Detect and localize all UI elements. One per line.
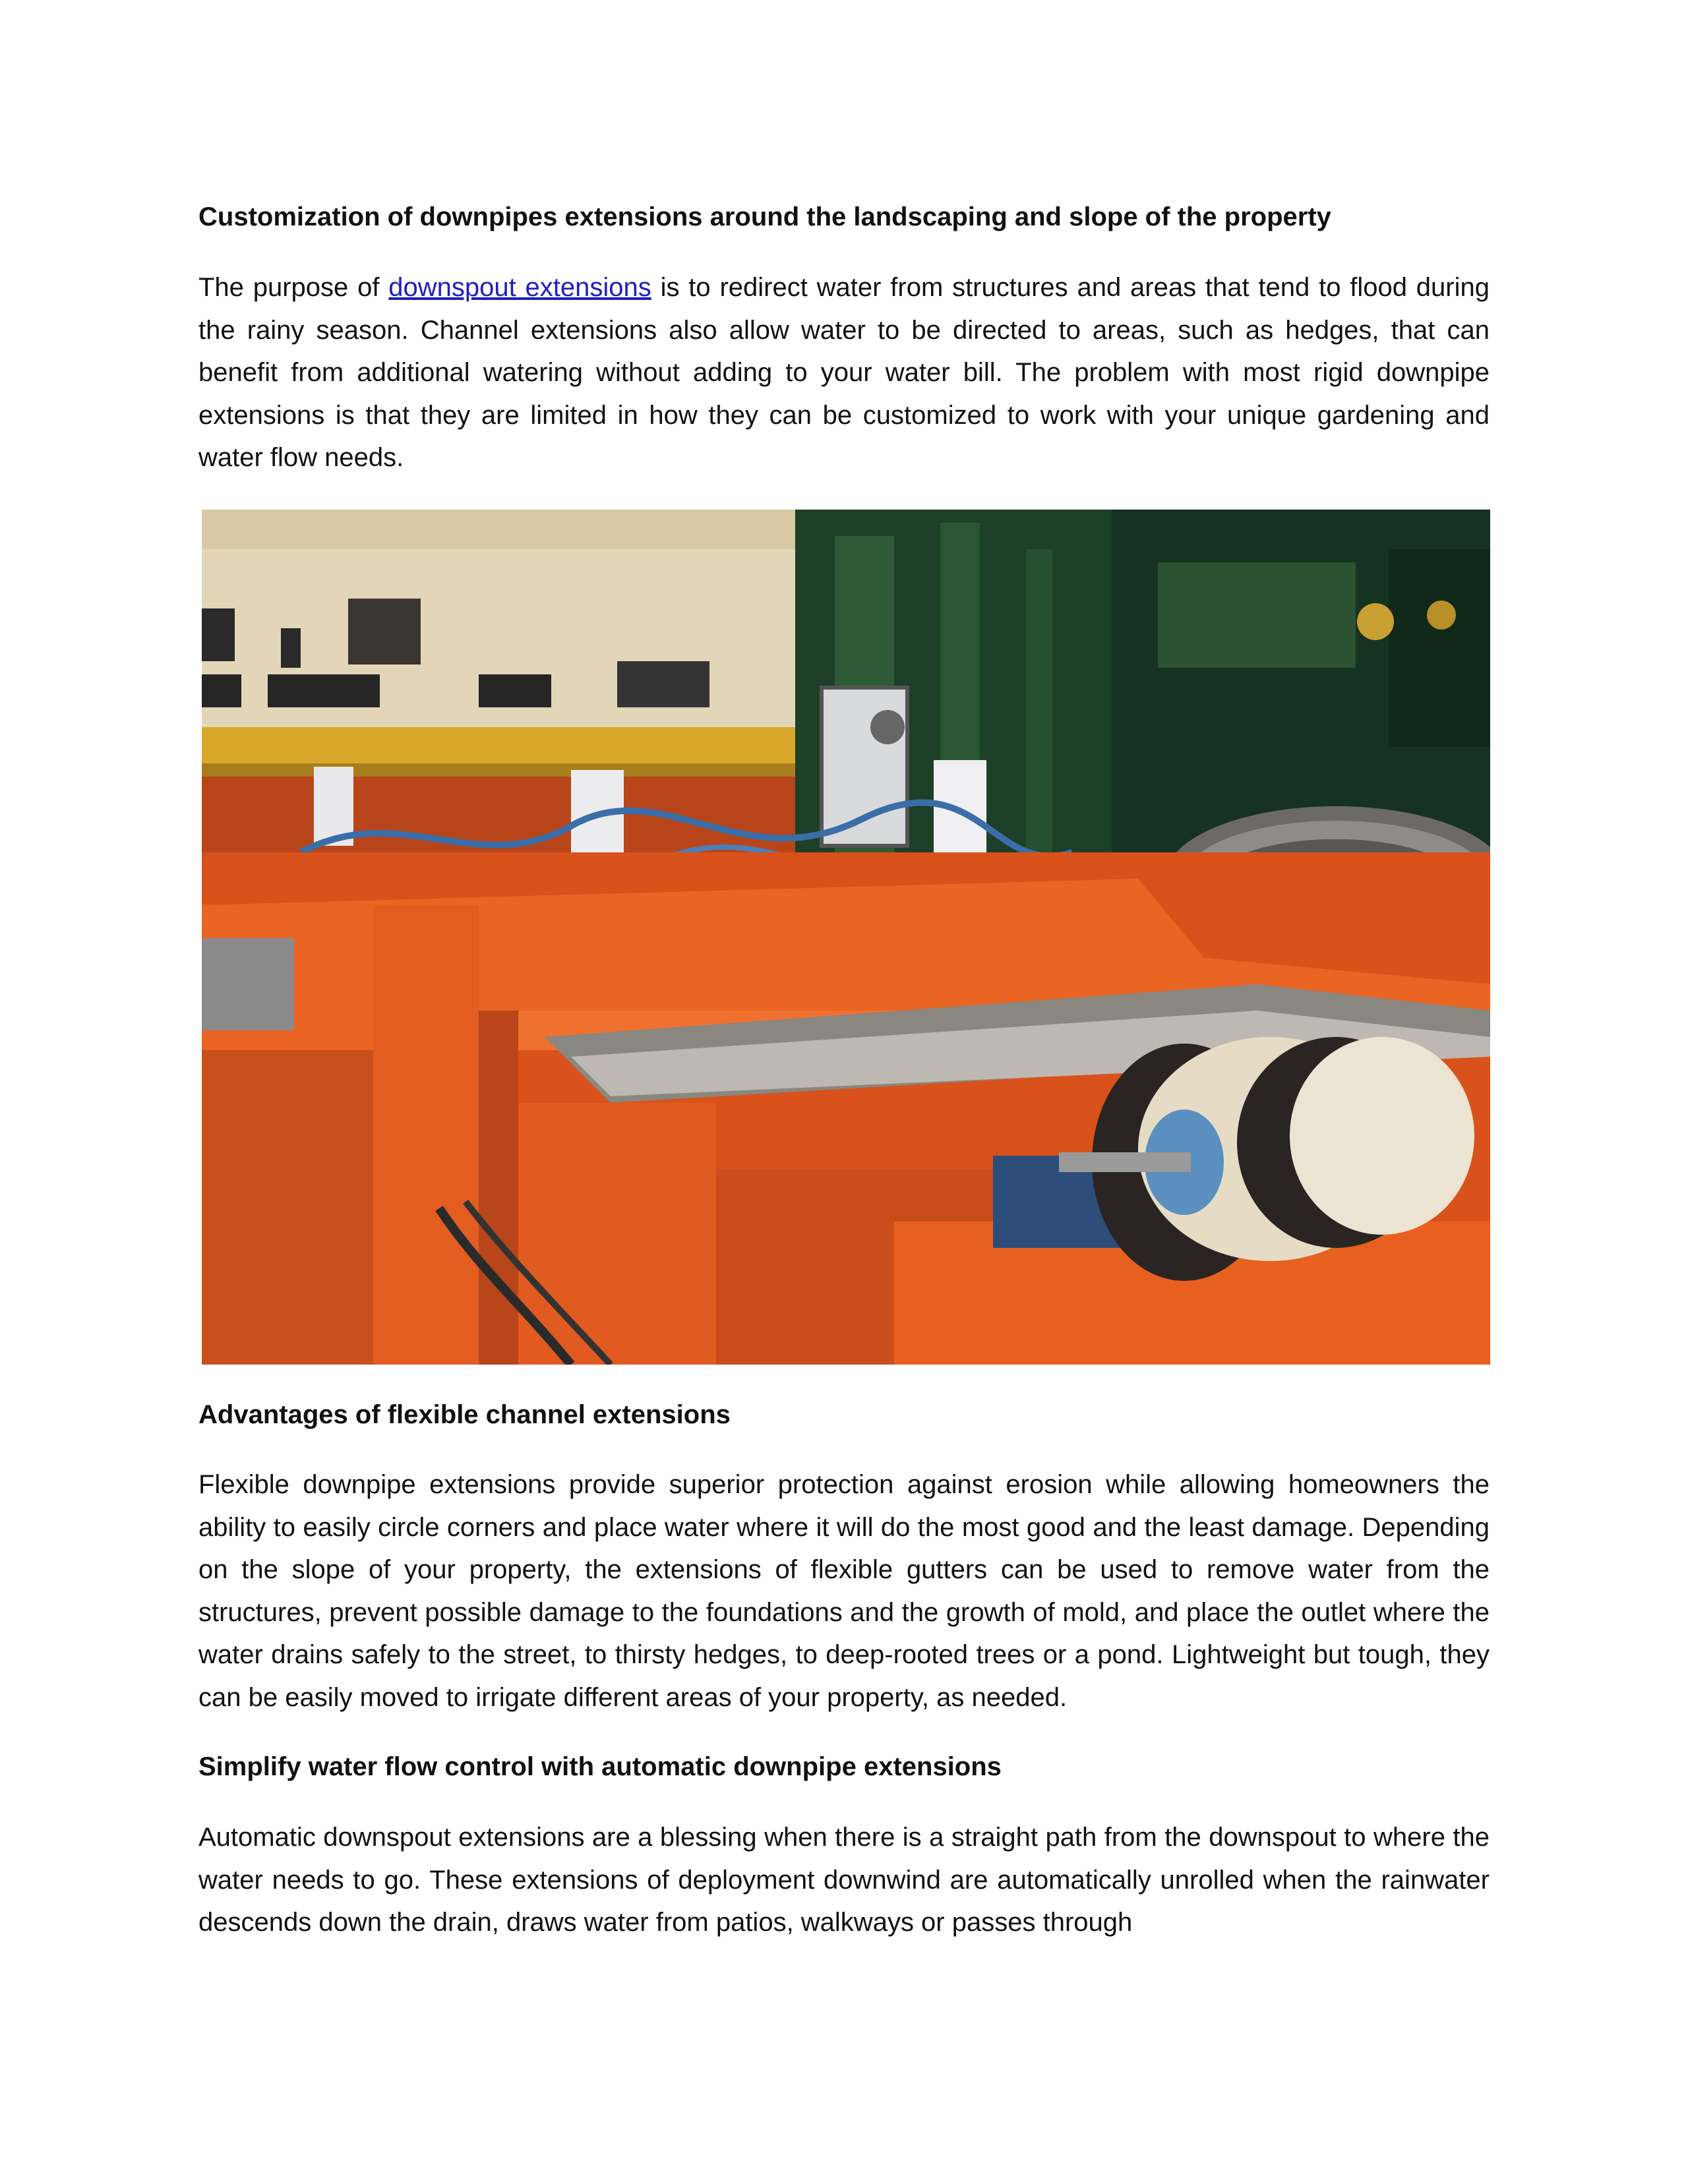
section-heading-automatic: Simplify water flow control with automatic downpipe extensions xyxy=(198,1752,1002,1781)
machine-photo xyxy=(202,510,1490,1365)
section-heading-customization: Customization of downpipes extensions around the landscaping and slope of the property xyxy=(198,202,1331,231)
paragraph-purpose-start: The purpose of xyxy=(198,273,389,302)
paragraph-flexible: Flexible downpipe extensions provide superior protection against erosion while allowing homeowners the ability to easily circle corners and place water where it will do the most good and the least damage. Depending on the slope of your property, the extensions of flexible gutters can be used to remove water from the structures, prevent possible damage to the foundations and the growth of mold, and place the outlet where the water drains safely to the street, to thirsty hedges, to deep-rooted trees or a pond. Lightweight but tough, they can be easily moved to irrigate different areas of your property, as needed. xyxy=(198,1470,1490,1712)
paragraph-automatic: Automatic downspout extensions are a blessing when there is a straight path from the downspout to where the water needs to go. These extensions of deployment downwind are automatically unrolled when the rainwater descends down the drain, draws water from patios, walkways or passes through xyxy=(198,1823,1490,1937)
paragraph-purpose xyxy=(198,266,1490,479)
paragraph-purpose-rest: is to redirect water from structures and areas that tend to flood during the rainy season. Channel extensions also allow water to be directed to areas, such as hedges, that can benefit from additional watering without adding to your water bill. The problem with most rigid downpipe extensions is that they are limited in how they can be customized to work with your unique gardening and water flow needs. xyxy=(198,273,1490,472)
downspout-extensions-link[interactable]: downspout extensions xyxy=(388,273,651,302)
section-heading-flexible: Advantages of flexible channel extensions xyxy=(198,1400,731,1429)
